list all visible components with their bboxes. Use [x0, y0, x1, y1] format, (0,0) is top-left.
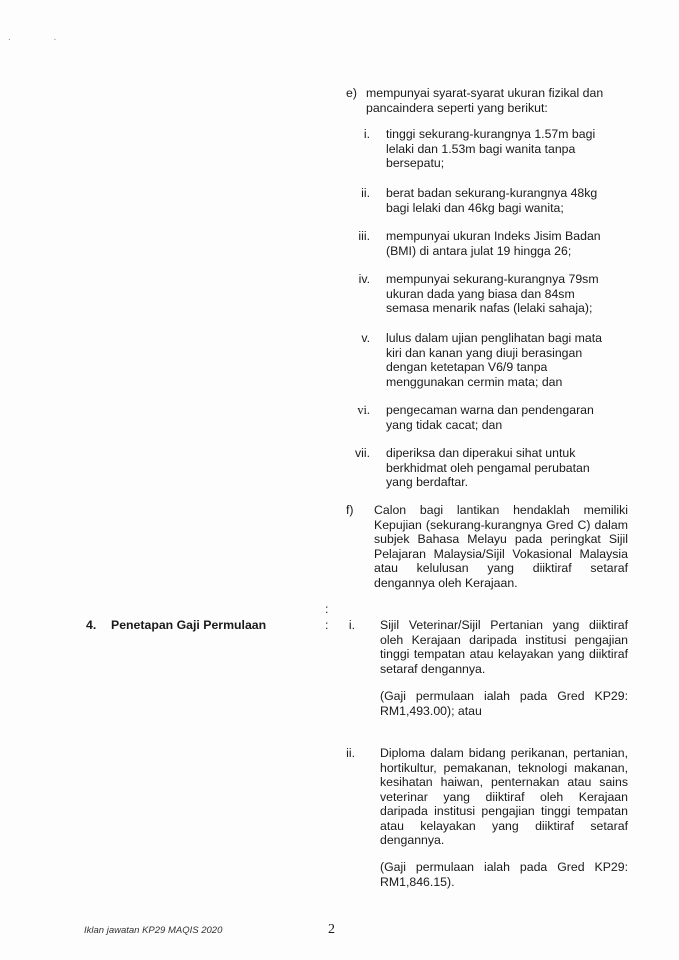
item-f-letter: f)	[346, 503, 354, 517]
section-4-colon-top: :	[325, 602, 329, 616]
section-4-item-text: Diploma dalam bidang perikanan, pertanian, hortikultur, pemakanan, teknologi makanan, kesihatan haiwan, penternakan atau sains veterinar yang diiktiraf oleh Kerajaan daripada institusi pengajian tinggi tempatan atau kelayakan yang diiktiraf setaraf dengannya.	[380, 746, 628, 847]
section-4-item-salary: (Gaji permulaan ialah pada Gred KP29: RM1,493.00); atau	[380, 689, 628, 718]
footer-note: Iklan jawatan KP29 MAQIS 2020	[84, 925, 223, 936]
item-e-text: mempunyai syarat-syarat ukuran fizikal dan pancaindera seperti yang berikut:	[366, 86, 604, 115]
subitem-text: berat badan sekurang-kurangnya 48kg bagi lelaki dan 46kg bagi wanita;	[386, 186, 598, 215]
page-number: 2	[328, 922, 335, 937]
subitem-number: iii.	[358, 229, 370, 243]
subitem-number: vi.	[357, 403, 370, 417]
item-e-letter: e)	[346, 86, 357, 100]
subitem-text: lulus dalam ujian penglihatan bagi mata kiri dan kanan yang diuji berasingan dengan ketetapan V6/9 tanpa menggunakan cermin mata; dan	[386, 331, 603, 389]
subitem-number: ii.	[361, 186, 370, 200]
subitem-number: i.	[363, 127, 370, 141]
subitem-text: diperiksa dan diperakui sihat untuk berkhidmat oleh pengamal perubatan yang berdaftar.	[386, 446, 590, 489]
section-4-item-number: i.	[348, 618, 355, 632]
subitem-number: vii.	[354, 446, 370, 460]
section-4-title: Penetapan Gaji Permulaan	[111, 618, 267, 632]
section-4-item-salary: (Gaji permulaan ialah pada Gred KP29: RM1,846.15).	[380, 860, 628, 889]
subitem-text: tinggi sekurang-kurangnya 1.57m bagi lelaki dan 1.53m bagi wanita tanpa bersepatu;	[386, 127, 596, 170]
subitem-text: mempunyai sekurang-kurangnya 79sm ukuran dada yang biasa dan 84sm semasa menarik nafas (lelaki sahaja);	[386, 272, 599, 315]
subitem-text: pengecaman warna dan pendengaran yang tidak cacat; dan	[386, 403, 594, 432]
section-4-item-number: ii.	[346, 746, 355, 760]
scan-specks: . .	[8, 32, 77, 43]
section-4-number: 4.	[86, 618, 97, 632]
section-4-colon: :	[325, 618, 329, 632]
item-f-text: Calon bagi lantikan hendaklah memiliki Kepujian (sekurang-kurangnya Gred C) dalam subjek Bahasa Melayu pada peringkat Sijil Pelajaran Malaysia/Sijil Vokasional Malaysia atau kelulusan yang diiktiraf setaraf dengannya oleh Kerajaan.	[374, 503, 628, 590]
subitem-text: mempunyai ukuran Indeks Jisim Badan (BMI) di antara julat 19 hingga 26;	[386, 229, 601, 258]
section-4-item-text: Sijil Veterinar/Sijil Pertanian yang diiktiraf oleh Kerajaan daripada institusi pengajian tinggi tempatan atau kelayakan yang diiktiraf setaraf dengannya.	[380, 618, 628, 676]
subitem-number: v.	[361, 331, 370, 345]
subitem-number: iv.	[358, 272, 370, 286]
